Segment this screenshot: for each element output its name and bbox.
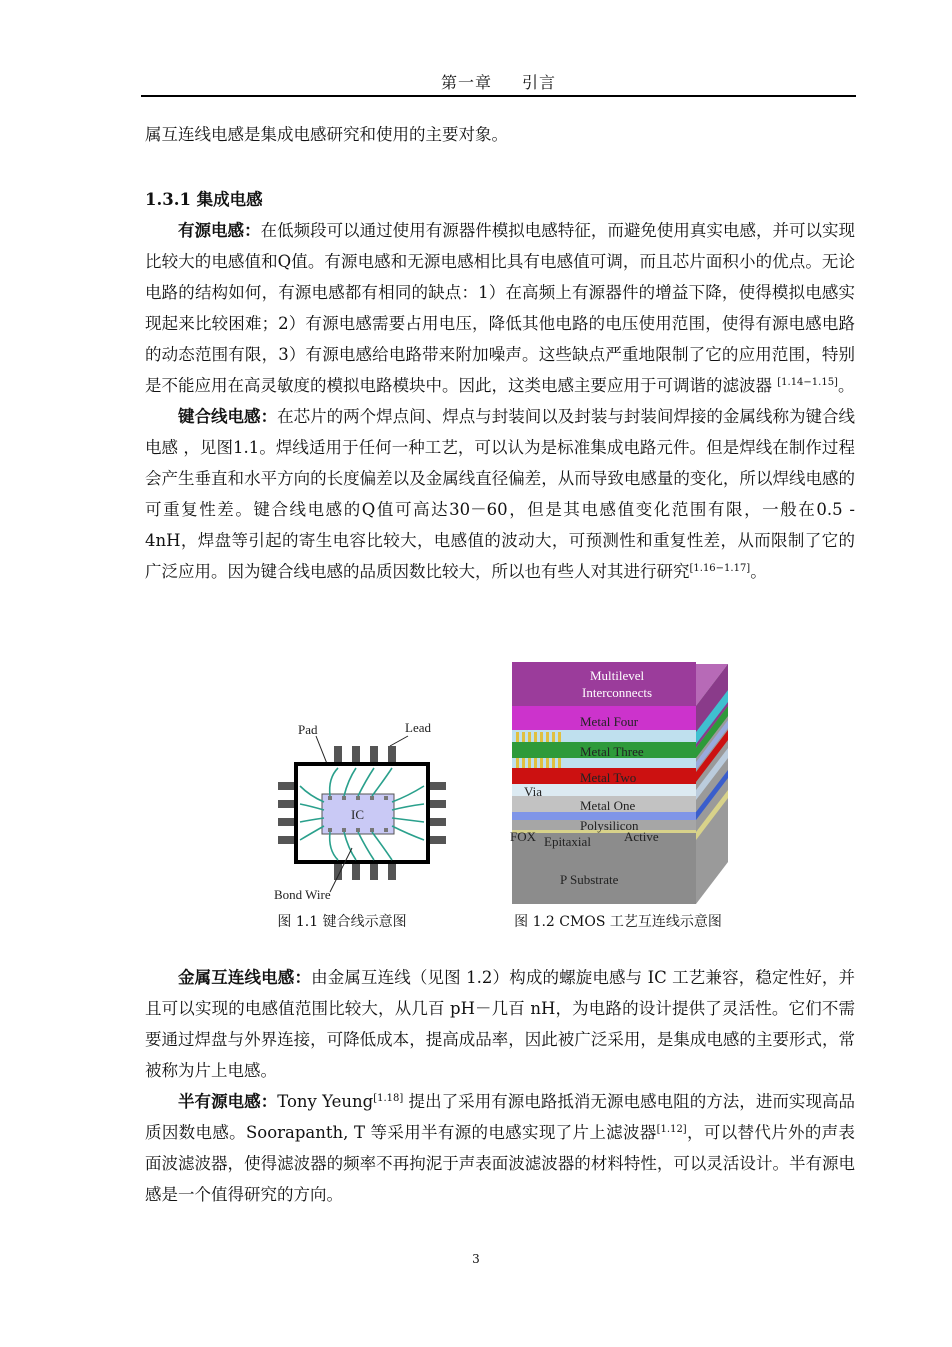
citation: [1.12] — [656, 1124, 687, 1135]
bond-wire-label: Bond Wire — [274, 887, 331, 902]
citation: [1.18] — [373, 1093, 404, 1104]
citation: [1.16−1.17] — [689, 563, 751, 574]
metal-one-label: Metal One — [580, 798, 636, 813]
ic-label: IC — [351, 807, 364, 822]
polysilicon-label: Polysilicon — [580, 818, 639, 833]
right-leads — [428, 782, 446, 844]
paragraph-end: 。 — [837, 376, 855, 395]
chapter-label: 第一章 — [440, 73, 492, 92]
body-lower — [145, 962, 855, 1210]
term-active: 有源电感 — [178, 221, 245, 240]
intro-text: 属互连线电感是集成电感研究和使用的主要对象。 — [145, 125, 508, 144]
metal-three-label: Metal Three — [580, 744, 644, 759]
metal-four-label: Metal Four — [580, 714, 639, 729]
active-label: Active — [624, 829, 659, 844]
header-rule — [141, 95, 856, 97]
chapter-title: 引言 — [522, 73, 557, 92]
citation: [1.14−1.15] — [777, 377, 838, 388]
paragraph-metal-interconnect — [145, 962, 855, 1086]
cmos-interconnect-figure — [508, 662, 732, 908]
metal-two-label: Metal Two — [580, 770, 637, 785]
term-colon: ： — [244, 221, 261, 240]
figure1-caption: 图 1.1 键合线示意图 — [277, 914, 407, 930]
paragraph-end: 。 — [750, 562, 767, 581]
fox-label: FOX — [510, 829, 537, 844]
term-bond: 键合线电感 — [178, 407, 261, 426]
term-colon: ： — [260, 407, 278, 426]
running-header — [141, 70, 856, 93]
paragraph-text: 在芯片的两个焊点间、焊点与封装间以及封装与封装间焊接的金属线称为键合线电感 ，见图1.1。焊线适用于任何一种工艺，可以认为是标准集成电路元件。但是焊线在制作过程会产生垂直和水平方向的长度偏差以及金属线直径偏差，从而导致电感量的变化，所以焊线电感的可重复性差。键合线电感的Q值可高达30－60，但是其电感值变化范围有限，一般在0.5 - 4nH，焊盘等引起的寄生电容比较大，电感值的波动大，可预测性和重复性差，从而限制了它的广泛应用。因为键合线电感的品质因数比较大，所以也有些人对其进行研究 — [145, 407, 856, 581]
paragraph-text: ，可以替代片外的声表面波滤波器，使得滤波器的频率不再拘泥于声表面波滤波器的材料特性，可以灵活设计。半有源电感是一个值得研究的方向。 — [145, 1123, 856, 1204]
left-leads — [278, 782, 296, 844]
top-leads — [334, 746, 396, 764]
figure2-caption: 图 1.2 CMOS 工艺互连线示意图 — [514, 914, 722, 930]
body-upper — [145, 215, 855, 587]
substrate-label: P Substrate — [560, 872, 619, 887]
term-colon: ： — [294, 968, 312, 987]
paragraph-semi-active — [145, 1086, 855, 1210]
intro-line — [145, 119, 855, 150]
paragraph-text: 提出了采用有源电路抵消无源电感电阻的方法，进而实现高品质因数电感。Soorapanth, T 等采用半有源的电感实现了片上滤波器 — [145, 1092, 856, 1142]
paragraph-text: 由金属互连线（见图 1.2）构成的螺旋电感与 IC 工艺兼容，稳定性好，并且可以实现的电感值范围比较大，从几百 pH－几百 nH，为电路的设计提供了灵活性。它们不需要通过焊盘与外界连接，可降低成本，提高成品率，因此被广泛采用，是集成电感的主要形式，常被称为片上电感。 — [145, 968, 856, 1080]
paragraph-text: Tony Yeung — [277, 1092, 374, 1111]
term-metal: 金属互连线电感 — [178, 968, 295, 987]
term-colon: ： — [260, 1092, 278, 1111]
paragraph-text: 在低频段可以通过使用有源器件模拟电感特征，而避免使用真实电感，并可以实现比较大的电感值和Q值。有源电感和无源电感相比具有电感值可调，而且芯片面积小的优点。无论电路的结构如何，有源电感都有相同的缺点：1）在高频上有源器件的增益下降，使得模拟电感实现起来比较困难；2）有源电感需要占用电压，降低其他电路的电压使用范围，使得有源电感电路的动态范围有限，3）有源电感给电路带来附加噪声。这些缺点严重地限制了它的应用范围，特别是不能应用在高灵敏度的模拟电路模块中。因此，这类电感主要应用于可调谐的滤波器 — [145, 221, 856, 395]
paragraph-active-inductor — [145, 215, 855, 401]
via-label: Via — [524, 784, 542, 799]
multilevel-label-2: Interconnects — [582, 685, 653, 700]
section-heading: 1.3.1 集成电感 — [145, 190, 263, 209]
multilevel-label-1: Multilevel — [590, 668, 645, 683]
epitaxial-label: Epitaxial — [544, 834, 591, 849]
pad-label: Pad — [298, 722, 318, 737]
term-semi: 半有源电感 — [178, 1092, 261, 1111]
page-number: 3 — [472, 1252, 480, 1266]
bond-wire-figure — [268, 712, 448, 904]
substrate-layer — [512, 833, 696, 904]
dielectric-2 — [512, 758, 696, 768]
lead-label: Lead — [405, 720, 431, 735]
paragraph-bond-wire — [145, 401, 855, 587]
dielectric-3 — [512, 730, 696, 742]
lead-pointer — [390, 736, 408, 746]
